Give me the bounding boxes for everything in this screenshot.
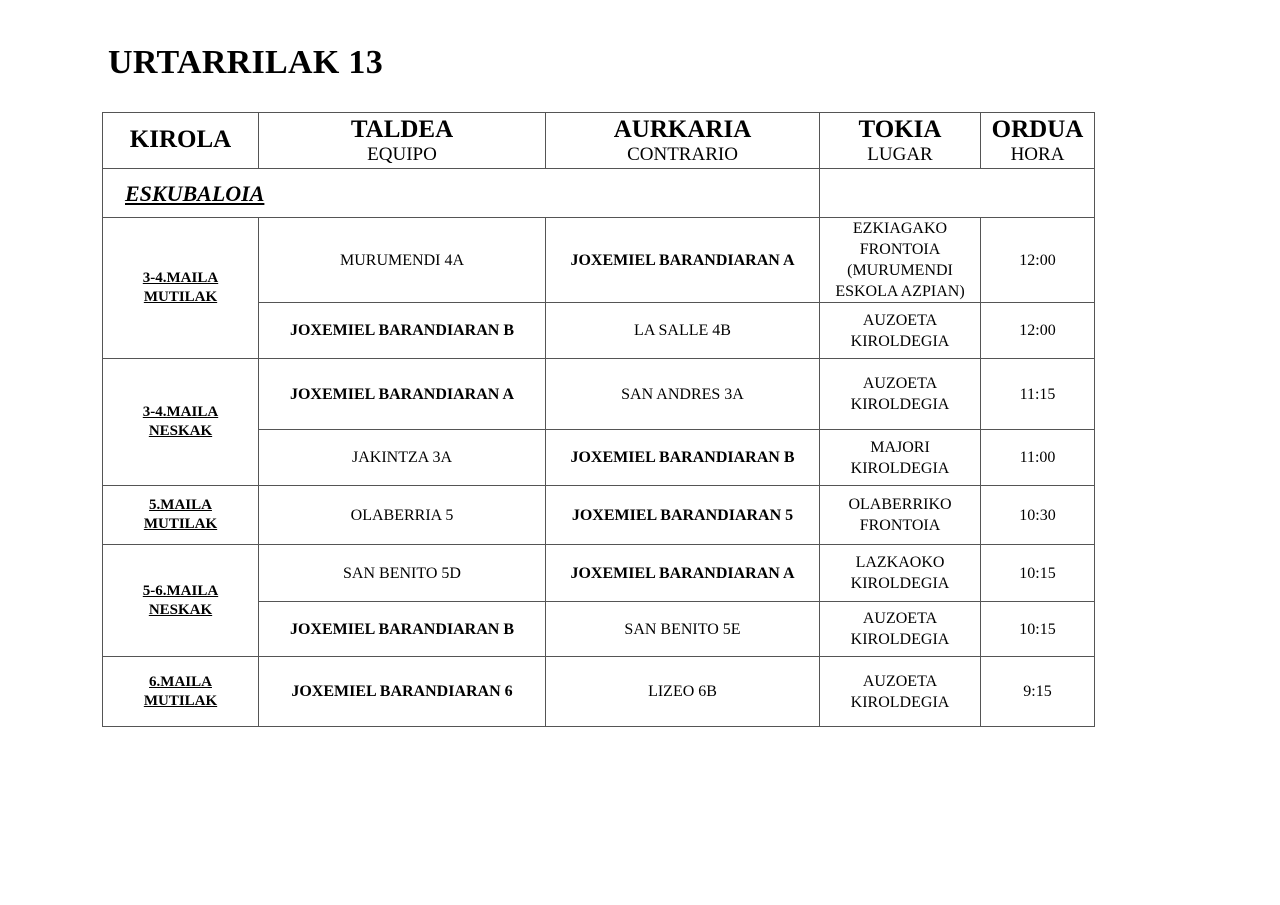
- group-gender: MUTILAK: [143, 692, 218, 709]
- match-row: [103, 657, 1095, 727]
- time-cell: 11:15: [981, 359, 1095, 430]
- header-aurkaria: AURKARIA CONTRARIO: [546, 113, 820, 169]
- time-cell: 10:15: [981, 545, 1095, 602]
- place-line: LAZKAOKO: [855, 554, 945, 571]
- group-gender: MUTILAK: [143, 516, 218, 532]
- opponent-cell: JOXEMIEL BARANDIARAN A: [546, 218, 820, 303]
- time-cell: 9:15: [981, 657, 1095, 727]
- group-label: [103, 218, 259, 359]
- place-line: KIROLDEGIA: [850, 396, 950, 413]
- group-level: 3-4.MAILA: [142, 270, 219, 286]
- time-cell: 10:30: [981, 486, 1095, 545]
- sport-name: ESKUBALOIA: [103, 169, 820, 218]
- team-cell: MURUMENDI 4A: [259, 218, 546, 303]
- group-label: [103, 545, 259, 657]
- group-level: 5-6.MAILA: [142, 582, 219, 599]
- team-cell: JAKINTZA 3A: [259, 430, 546, 486]
- place-line: KIROLDEGIA: [850, 459, 950, 477]
- opponent-cell: LA SALLE 4B: [546, 303, 820, 359]
- place-cell: [820, 430, 981, 486]
- sport-row-empty-cell: [820, 169, 1095, 218]
- sport-row: [103, 169, 1095, 218]
- place-cell: [820, 602, 981, 657]
- place-line: KIROLDEGIA: [850, 631, 950, 648]
- group-level: 5.MAILA: [149, 497, 212, 513]
- place-line: AUZOETA: [862, 610, 938, 627]
- header-row: [103, 113, 1095, 169]
- group-gender: NESKAK: [148, 601, 213, 618]
- place-cell: [820, 218, 981, 303]
- team-cell: OLABERRIA 5: [259, 486, 546, 545]
- group-label: [103, 657, 259, 727]
- opponent-cell: JOXEMIEL BARANDIARAN B: [546, 430, 820, 486]
- team-cell: SAN BENITO 5D: [259, 545, 546, 602]
- place-cell: [820, 303, 981, 359]
- place-line: AUZOETA: [862, 375, 938, 392]
- opponent-cell: JOXEMIEL BARANDIARAN 5: [546, 486, 820, 545]
- match-row: [103, 218, 1095, 303]
- group-label: [103, 359, 259, 486]
- group-label: [103, 486, 259, 545]
- page-title: URTARRILAK 13: [108, 44, 384, 81]
- time-cell: 11:00: [981, 430, 1095, 486]
- match-row: [103, 545, 1095, 602]
- group-level: 6.MAILA: [149, 673, 212, 690]
- team-cell: JOXEMIEL BARANDIARAN 6: [259, 657, 546, 727]
- header-taldea: TALDEA EQUIPO: [259, 113, 546, 169]
- match-row: [103, 486, 1095, 545]
- place-line: OLABERRIKO: [848, 496, 952, 513]
- place-line: FRONTOIA: [859, 517, 941, 534]
- opponent-cell: SAN BENITO 5E: [546, 602, 820, 657]
- header-kirola: KIROLA: [103, 113, 259, 169]
- time-cell: 12:00: [981, 303, 1095, 359]
- place-line: FRONTOIA: [859, 241, 941, 258]
- team-cell: JOXEMIEL BARANDIARAN B: [259, 602, 546, 657]
- time-cell: 10:15: [981, 602, 1095, 657]
- place-line: (MURUMENDI: [847, 262, 953, 279]
- opponent-cell: JOXEMIEL BARANDIARAN A: [546, 545, 820, 602]
- header-tokia: TOKIA LUGAR: [820, 113, 981, 169]
- group-gender: MUTILAK: [143, 289, 218, 305]
- group-level: 3-4.MAILA: [142, 404, 219, 420]
- opponent-cell: SAN ANDRES 3A: [546, 359, 820, 430]
- group-gender: NESKAK: [148, 423, 213, 439]
- team-cell: JOXEMIEL BARANDIARAN A: [259, 359, 546, 430]
- opponent-cell: LIZEO 6B: [546, 657, 820, 727]
- place-cell: [820, 359, 981, 430]
- place-line: KIROLDEGIA: [850, 693, 950, 711]
- place-line: KIROLDEGIA: [850, 332, 950, 350]
- place-line: AUZOETA: [862, 672, 938, 690]
- time-cell: 12:00: [981, 218, 1095, 303]
- header-ordua: ORDUA HORA: [981, 113, 1095, 169]
- place-line: KIROLDEGIA: [850, 575, 950, 592]
- place-line: MAJORI: [870, 438, 930, 456]
- place-line: EZKIAGAKO: [852, 220, 948, 237]
- team-cell: JOXEMIEL BARANDIARAN B: [259, 303, 546, 359]
- place-cell: [820, 486, 981, 545]
- place-cell: [820, 657, 981, 727]
- place-cell: [820, 545, 981, 602]
- schedule-table: [102, 112, 1095, 727]
- match-row: [103, 359, 1095, 430]
- place-line: AUZOETA: [862, 311, 938, 329]
- place-line: ESKOLA AZPIAN): [835, 283, 965, 300]
